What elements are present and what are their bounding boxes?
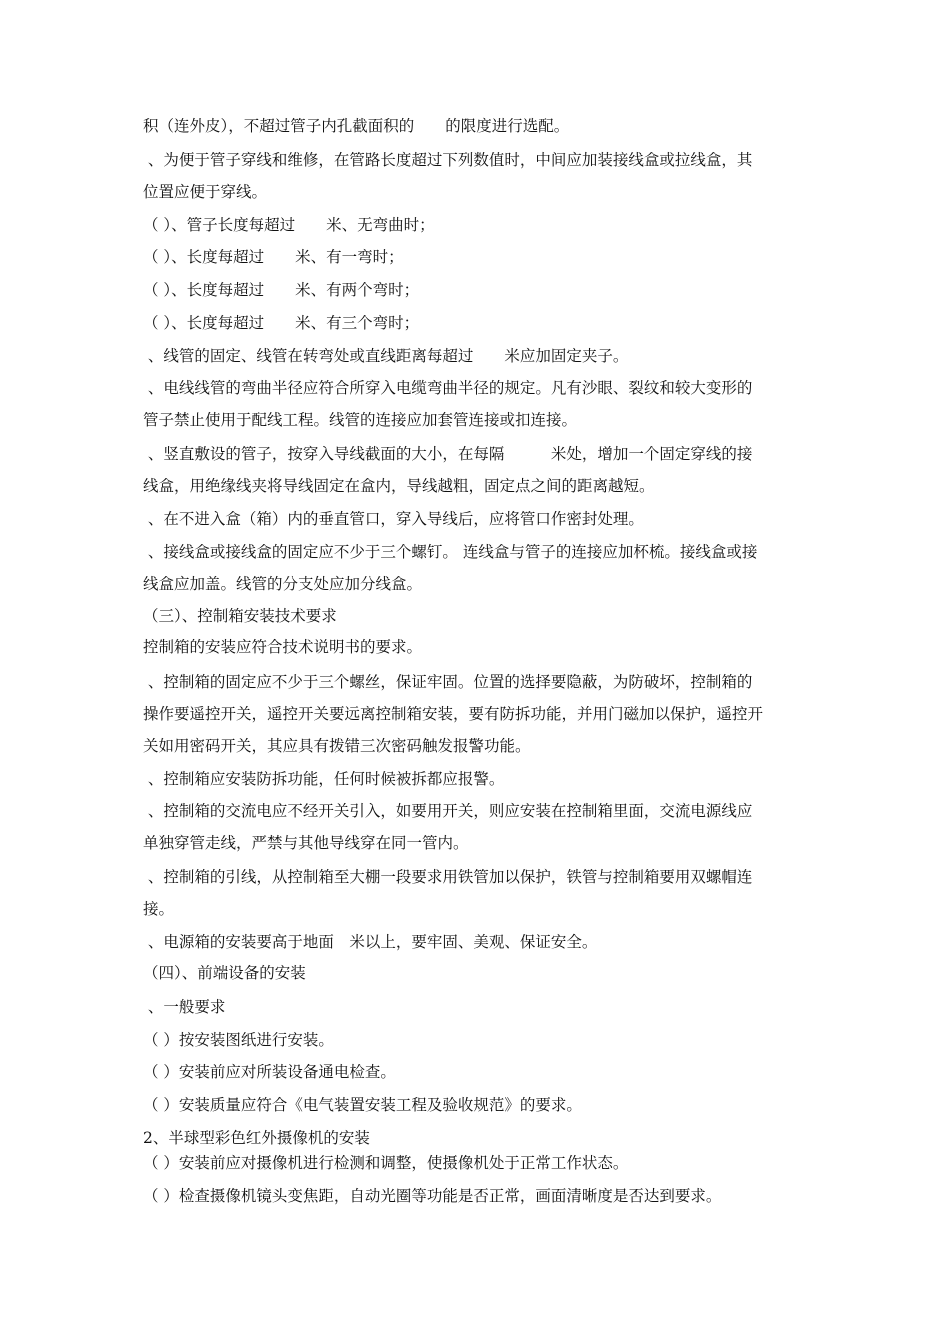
text-line: 、控制箱的固定应不少于三个螺丝，保证牢固。位置的选择要隐蔽，为防破坏，控制箱的 [143, 673, 753, 691]
text-line: （ ）检查摄像机镜头变焦距，自动光圈等功能是否正常，画面清晰度是否达到要求。 [143, 1187, 722, 1205]
text-line: 、控制箱的引线，从控制箱至大棚一段要求用铁管加以保护，铁管与控制箱要用双螺帽连 [143, 868, 753, 886]
text-line: 、接线盒或接线盒的固定应不少于三个螺钉。 连线盒与管子的连接应加杯梳。接线盒或接 [143, 543, 758, 561]
text-line: （ ）、长度每超过 米、有三个弯时； [143, 314, 420, 332]
text-line: 控制箱的安装应符合技术说明书的要求。 [143, 638, 423, 656]
text-line: 、控制箱应安装防拆功能，任何时候被拆都应报警。 [143, 770, 505, 788]
text-line: 单独穿管走线，严禁与其他导线穿在同一管内。 [143, 834, 469, 852]
text-line: 、在不进入盒（箱）内的垂直管口，穿入导线后，应将管口作密封处理。 [143, 510, 644, 528]
text-line: （ ）、长度每超过 米、有两个弯时； [143, 281, 420, 299]
text-line: 积（连外皮），不超过管子内孔截面积的 的限度进行选配。 [143, 117, 570, 135]
text-line: 、电源箱的安装要高于地面 米以上，要牢固、美观、保证安全。 [143, 933, 598, 951]
text-line: （ ）、管子长度每超过 米、无弯曲时； [143, 216, 435, 234]
text-line: （ ）安装质量应符合《电气装置安装工程及验收规范》的要求。 [143, 1096, 582, 1114]
subsection-heading: 2、半球型彩色红外摄像机的安装 [143, 1129, 370, 1147]
text-line: 、为便于管子穿线和维修，在管路长度超过下列数值时，中间应加装接线盒或拉线盒，其 [143, 151, 753, 169]
text-line: 位置应便于穿线。 [143, 183, 268, 201]
text-line: 、线管的固定、线管在转弯处或直线距离每超过 米应加固定夹子。 [143, 347, 629, 365]
text-line: 操作要遥控开关，遥控开关要远离控制箱安装，要有防拆功能，并用门磁加以保护，遥控开 [143, 705, 764, 723]
text-line: 接。 [143, 900, 175, 918]
text-line: 、一般要求 [143, 998, 226, 1016]
text-line: （ ）安装前应对所装设备通电检查。 [143, 1063, 396, 1081]
text-line: 线盒，用绝缘线夹将导线固定在盒内，导线越粗，固定点之间的距离越短。 [143, 477, 655, 495]
section-heading: （四）、前端设备的安装 [143, 964, 306, 982]
text-line: 管子禁止使用于配线工程。线管的连接应加套管连接或扣连接。 [143, 411, 578, 429]
text-line: （ ）安装前应对摄像机进行检测和调整，使摄像机处于正常工作状态。 [143, 1154, 629, 1172]
text-line: 线盒应加盖。线管的分支处应加分线盒。 [143, 575, 423, 593]
text-line: 、电线线管的弯曲半径应符合所穿入电缆弯曲半径的规定。凡有沙眼、裂纹和较大变形的 [143, 379, 753, 397]
text-line: 、控制箱的交流电应不经开关引入，如要用开关，则应安装在控制箱里面，交流电源线应 [143, 802, 753, 820]
section-heading: （三）、控制箱安装技术要求 [143, 607, 337, 625]
text-line: （ ）、长度每超过 米、有一弯时； [143, 248, 404, 266]
text-line: 关如用密码开关，其应具有拨错三次密码触发报警功能。 [143, 737, 531, 755]
text-line: 、竖直敷设的管子，按穿入导线截面的大小，在每隔 米处，增加一个固定穿线的接 [143, 445, 753, 463]
text-line: （ ）按安装图纸进行安装。 [143, 1031, 334, 1049]
